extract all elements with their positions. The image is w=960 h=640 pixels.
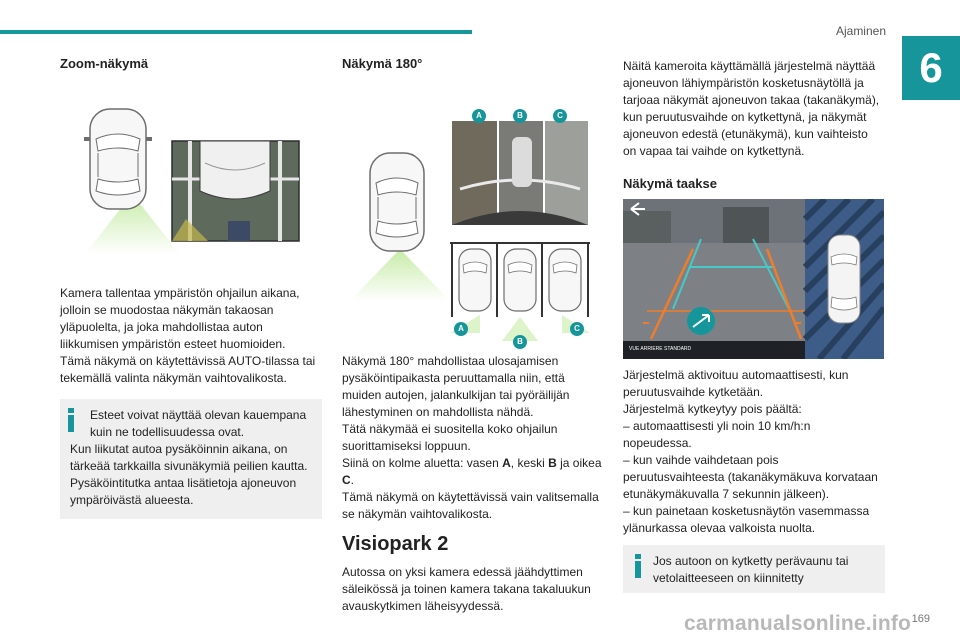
column-rear-view — [623, 56, 885, 593]
visiopark-heading: Visiopark 2 — [342, 533, 449, 555]
view-180-description: Näkymä 180° mahdollistaa ulosajamisen pysäköintipaikasta peruuttamalla niin, että muiden autojen, jalankulkijan tai pyöräilijän lähestyminen on mahdollista nähdä. Tätä näkymää ei suositella koko ohjailun suorittamiseksi loppuun. Siinä on kolme aluetta: vasen A, keski B ja oikea C. Tämä näkymä on käytettävissä vain valitsemalla se näkymän vaihtovalikosta. — [342, 354, 602, 521]
zoom-camera-image — [172, 141, 299, 241]
column-zoom-view — [60, 56, 322, 519]
chapter-number: 6 — [902, 36, 960, 100]
view-180-illustration — [342, 79, 604, 346]
car-top-view-icon — [84, 109, 152, 209]
zone-b-badge-bottom: B — [513, 335, 527, 349]
zone-a-badge-top: A — [472, 109, 486, 123]
view-180-heading: Näkymä 180° — [342, 56, 423, 71]
page-number: 169 — [911, 613, 930, 625]
zoom-view-description: Kamera tallentaa ympäristön ohjailun aikana, jolloin se muodostaa näkymän takaosan yläpuolelta, ja joka mahdollistaa auton liikkumisen ympäristön esteet huomioiden. Tämä näkymä on käytettävissä AUTO-tilassa tai tekemällä valinta näkymän vaihtovalikosta. — [60, 286, 316, 385]
header-accent-bar — [0, 30, 472, 34]
zone-c-badge-bottom: C — [570, 322, 584, 336]
column-180-view — [342, 56, 604, 615]
visiopark-intro: Näitä kameroita käyttämällä järjestelmä näyttää ajoneuvon lähiympäristön kosketusnäytöllä ja tarjoaa näkymät ajoneuvon takaa (takanäkymä), kun peruutusvaihde on kytkettynä, ja näkymät ajoneuvon edestä (etunäkymä), kun vaihteisto on vapaa tai vaihde on kytkettynä. — [623, 59, 880, 158]
info-icon — [635, 554, 641, 578]
parking-row-illustration — [450, 243, 590, 341]
zone-a-badge-bottom: A — [454, 322, 468, 336]
car-top-view-icon — [370, 153, 424, 251]
section-title: Ajaminen — [835, 24, 886, 38]
rear-view-screen — [623, 199, 884, 359]
view-180-camera-image — [452, 121, 588, 225]
zone-b-badge-top: B — [513, 109, 527, 123]
rear-view-description: Järjestelmä aktivoituu automaattisesti, kun peruutusvaihde kytketään. Järjestelmä kytkeytyy pois päältä: – automaattisesti yli noin 10 km/h:n nopeudessa. – kun vaihde vaihdetaan pois peruutusvaihteesta (takanäkymäkuva korvataan etunäkymäkuvalla 7 sekunnin jälkeen). – kun painetaan kosketusnäytön vasemmassa ylänurkassa olevaa valkoista nuolta. — [623, 368, 878, 535]
info-icon — [68, 408, 74, 432]
zoom-view-illustration — [60, 79, 322, 264]
zone-c-badge-top: C — [553, 109, 567, 123]
zoom-view-heading: Zoom-näkymä — [60, 56, 149, 71]
watermark: carmanualsonline.info — [684, 612, 912, 635]
screen-view-label: VUE ARRIERE STANDARD — [629, 346, 692, 352]
visiopark-description: Autossa on yksi kamera edessä jäähdyttimen säleikössä ja toinen kamera takana takaluukun avauskytkimen läheisyydessä. — [342, 565, 591, 613]
zoom-view-info-note: Esteet voivat näyttää olevan kauempana kuin ne todellisuudessa ovat. Kun liikutat autoa pysäköinnin aikana, on tärkeää tarkkailla sivunäkymiä peilien kautta. Pysäköintitutka antaa lisätietoja ajoneuvon ympäröivästä alueesta. — [60, 399, 322, 519]
rear-view-heading: Näkymä taakse — [623, 176, 717, 191]
trailer-info-note: Jos autoon on kytketty perävaunu tai vetolaitteeseen on kiinnitetty — [623, 545, 885, 593]
